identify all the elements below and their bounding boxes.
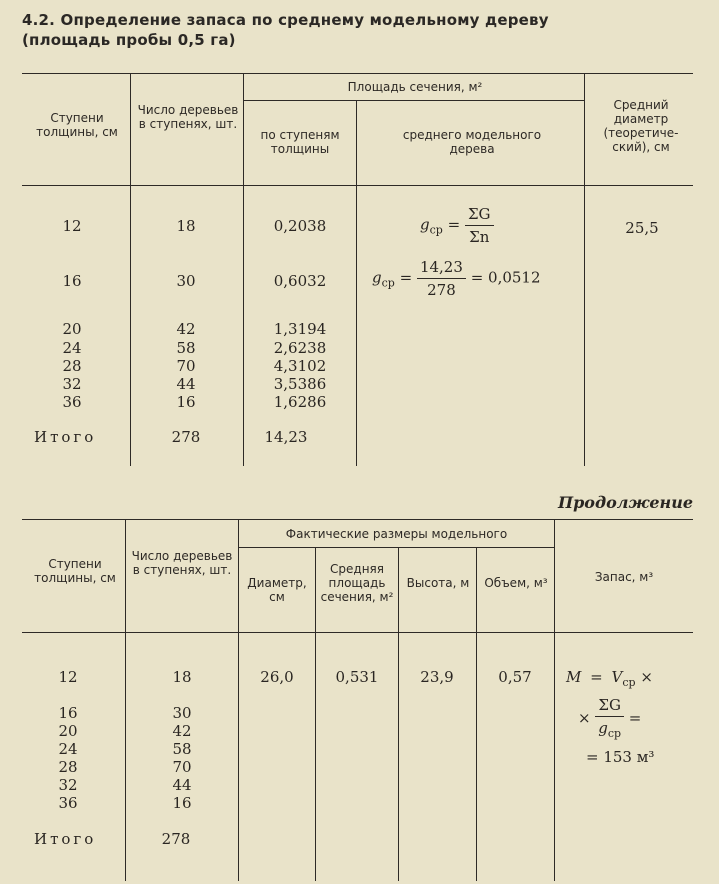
- table2-model-volume: 0,57: [498, 668, 532, 686]
- table2-header-diameter: Диаметр, см: [247, 576, 307, 604]
- table2-top-border: [22, 519, 693, 520]
- formula-denominator: $g_{ср}$: [598, 719, 622, 740]
- table2-header-height: Высота, м: [406, 576, 470, 590]
- table1-header-mean-diam: Средний диаметр (теоретиче-ский), см: [603, 98, 679, 154]
- table1-count: 18: [176, 217, 196, 235]
- table2-model-mean-area: 0,531: [335, 668, 379, 686]
- formula-numerator: ΣG: [595, 696, 624, 717]
- table1-step: 24: [62, 339, 82, 357]
- title-line-2: (площадь пробы 0,5 га): [22, 31, 236, 49]
- formula-fraction: [465, 205, 494, 246]
- table2-model-height: 23,9: [420, 668, 454, 686]
- formula-equals: =: [447, 215, 461, 234]
- table2-header-count: Число деревьев в ступенях, шт.: [131, 549, 233, 577]
- table1-step: 32: [62, 375, 82, 393]
- table2-step: 32: [58, 776, 78, 794]
- table2-col-divider-4: [398, 547, 399, 881]
- table2-step: 24: [58, 740, 78, 758]
- formula-equals: =: [590, 668, 603, 686]
- table1-count: 16: [176, 393, 196, 411]
- table1-count: 44: [176, 375, 196, 393]
- title-line-1: 4.2. Определение запаса по среднему модельному дереву: [22, 11, 549, 29]
- table1-header-area-by-steps: по ступеням толщины: [260, 128, 340, 156]
- formula-result: = 0,0512: [470, 268, 541, 287]
- table2-total-label: Итого: [34, 830, 97, 848]
- table1-top-border: [22, 73, 693, 74]
- table2-step: 20: [58, 722, 78, 740]
- table1-col-divider-1: [130, 73, 131, 466]
- table1-count: 58: [176, 339, 196, 357]
- table2-count: 44: [172, 776, 192, 794]
- table2-header-mean-area: Средняя площадь сечения, м²: [320, 562, 394, 604]
- formula-denominator: 278: [427, 281, 456, 299]
- formula-times: ×: [640, 668, 653, 686]
- table1-area: 1,6286: [273, 393, 327, 411]
- table1-step: 20: [62, 320, 82, 338]
- table2-col-divider-2: [238, 519, 239, 881]
- table2-step: 12: [58, 668, 78, 686]
- table2-header-bottom-border: [22, 632, 693, 633]
- formula-g-subscript: ср: [429, 223, 443, 237]
- formula-times: ×: [578, 709, 591, 727]
- table1-header-area-group: Площадь сечения, м²: [347, 80, 483, 94]
- table2-col-divider-1: [125, 519, 126, 881]
- formula-g-symbol: g: [420, 215, 430, 234]
- formula-equals: =: [628, 709, 642, 727]
- formula-g-subscript: ср: [381, 276, 395, 290]
- table2-col-divider-3: [315, 547, 316, 881]
- table1-header-steps: Ступени толщины, см: [36, 111, 118, 139]
- table2-stock-result: = 153 м³: [586, 748, 655, 766]
- table1-count: 70: [176, 357, 196, 375]
- table1-area: 3,5386: [273, 375, 327, 393]
- table2-header-volume: Объем, м³: [484, 576, 548, 590]
- table1-area: 0,2038: [273, 217, 327, 235]
- table2-step: 28: [58, 758, 78, 776]
- formula-m-symbol: M: [566, 668, 582, 686]
- formula-g-symbol: g: [372, 268, 382, 287]
- table1-formula-general: [420, 205, 494, 246]
- table2-step: 16: [58, 704, 78, 722]
- formula-numerator: ΣG: [465, 205, 494, 226]
- table2-header-actual-group: Фактические размеры модельного: [285, 527, 508, 541]
- table2-step: 36: [58, 794, 78, 812]
- table2-total-count: 278: [161, 830, 191, 848]
- formula-equals: =: [399, 268, 413, 287]
- table1-col-divider-4: [584, 73, 585, 466]
- formula-denominator: Σn: [469, 228, 490, 246]
- table1-col-divider-3: [356, 100, 357, 466]
- table2-count: 70: [172, 758, 192, 776]
- table1-count: 30: [176, 272, 196, 290]
- table1-step: 16: [62, 272, 82, 290]
- table1-mean-diam-value: 25,5: [625, 219, 659, 237]
- table-title: [22, 10, 549, 50]
- table1-subheader-border: [243, 100, 584, 101]
- table2-subheader-border: [238, 547, 554, 548]
- table1-formula-computed: [372, 258, 541, 299]
- table1-area: 2,6238: [273, 339, 327, 357]
- continuation-label: Продолжение: [557, 493, 693, 512]
- table2-col-divider-6: [554, 519, 555, 881]
- table1-count: 42: [176, 320, 196, 338]
- table1-step: 28: [62, 357, 82, 375]
- table1-header-area-model: среднего модельного дерева: [402, 128, 542, 156]
- table1-step: 12: [62, 217, 82, 235]
- table1-area: 0,6032: [273, 272, 327, 290]
- table1-area: 1,3194: [273, 320, 327, 338]
- table1-header-bottom-border: [22, 185, 693, 186]
- table2-model-diameter: 26,0: [260, 668, 294, 686]
- table1-total-count: 278: [171, 428, 201, 446]
- table2-count: 16: [172, 794, 192, 812]
- formula-fraction: [595, 696, 624, 740]
- table2-count: 18: [172, 668, 192, 686]
- table2-header-steps: Ступени толщины, см: [34, 557, 116, 585]
- table1-header-count: Число деревьев в ступенях, шт.: [137, 103, 239, 131]
- table2-header-stock: Запас, м³: [594, 570, 654, 584]
- table2-stock-formula-line2: [578, 696, 641, 740]
- formula-fraction: [417, 258, 466, 299]
- table1-area: 4,3102: [273, 357, 327, 375]
- table2-count: 30: [172, 704, 192, 722]
- formula-v-symbol: V: [611, 668, 623, 686]
- table1-step: 36: [62, 393, 82, 411]
- table2-count: 58: [172, 740, 192, 758]
- table2-col-divider-5: [476, 547, 477, 881]
- formula-numerator: 14,23: [417, 258, 466, 279]
- table2-count: 42: [172, 722, 192, 740]
- table1-total-area: 14,23: [264, 428, 308, 446]
- formula-v-subscript: ср: [622, 676, 636, 689]
- table1-col-divider-2: [243, 73, 244, 466]
- table1-total-label: Итого: [34, 428, 97, 446]
- table2-stock-formula-line1: [566, 668, 653, 689]
